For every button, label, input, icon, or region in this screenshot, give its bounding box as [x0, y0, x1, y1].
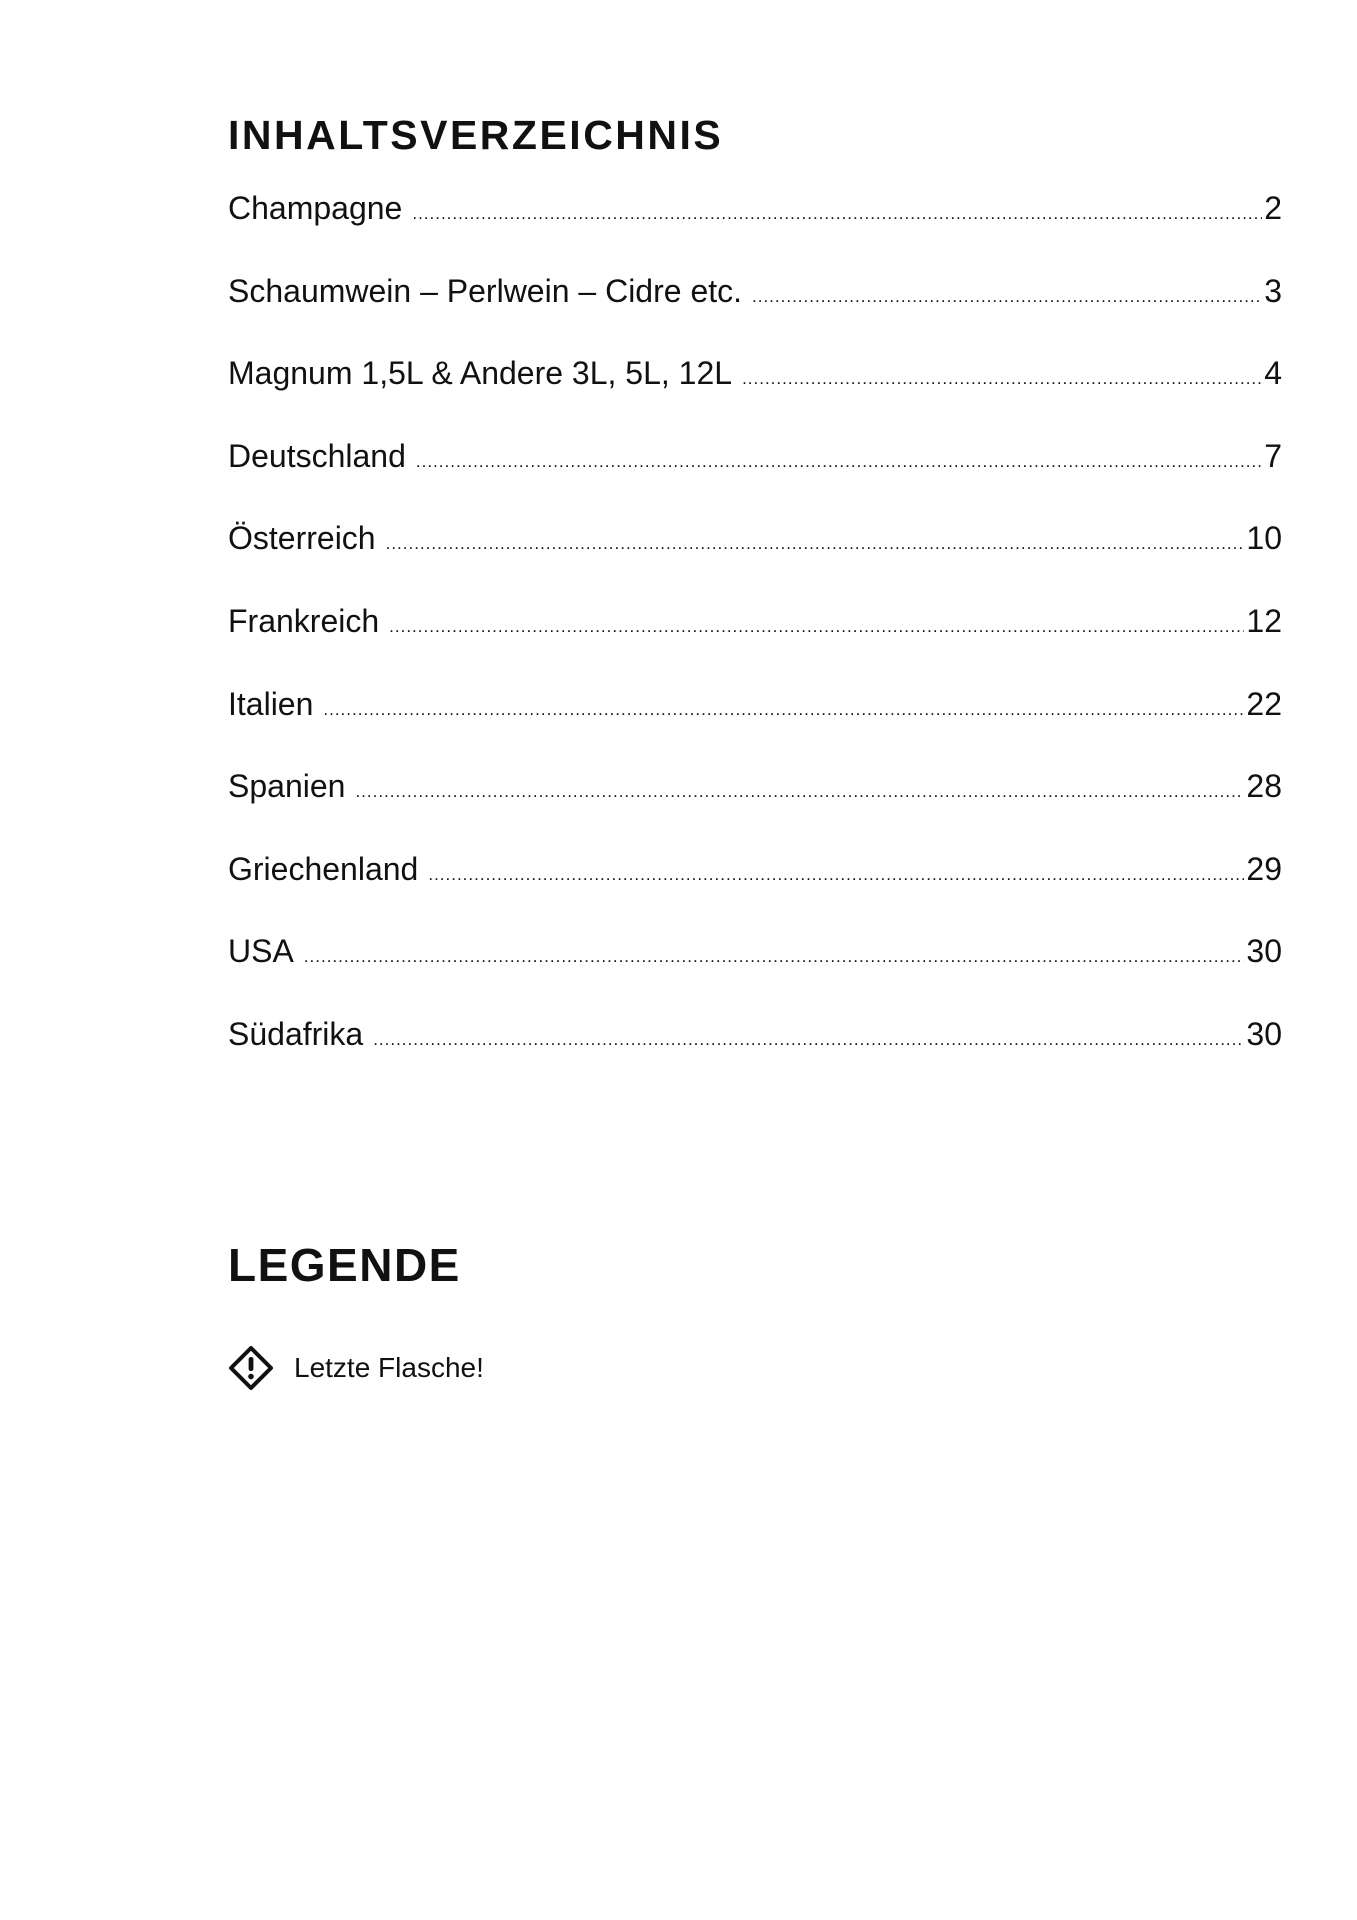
toc-entry-page: 30: [1246, 1015, 1282, 1052]
toc-dot-leader: [428, 847, 1244, 903]
toc-entry-label: Österreich: [228, 520, 376, 557]
toc-entry-label: USA: [228, 933, 294, 970]
toc-entry-italien: [228, 676, 1282, 759]
toc-dot-leader: [304, 929, 1245, 985]
toc-entry-page: 30: [1246, 933, 1282, 970]
toc-dot-leader: [412, 186, 1262, 242]
toc-entry-page: 22: [1246, 685, 1282, 722]
toc-entry-label: Italien: [228, 685, 314, 722]
toc-entry-label: Griechenland: [228, 850, 419, 887]
toc-entry-label: Spanien: [228, 768, 346, 805]
toc-dot-leader: [355, 764, 1244, 820]
toc-dot-leader: [386, 516, 1245, 572]
toc-entry-spanien: [228, 758, 1282, 841]
toc-entry-page: 29: [1246, 850, 1282, 887]
toc-dot-leader: [742, 351, 1262, 407]
toc-entry-champagne: [228, 180, 1282, 263]
toc-entry-magnum: [228, 345, 1282, 428]
toc-entry-page: 10: [1246, 520, 1282, 557]
toc-dot-leader: [752, 269, 1262, 325]
toc-entry-suedafrika: [228, 1006, 1282, 1089]
toc-entry-deutschland: [228, 428, 1282, 511]
toc-entry-griechenland: [228, 841, 1282, 924]
toc-entry-label: Champagne: [228, 190, 403, 226]
toc-entry-page: 4: [1264, 355, 1282, 392]
toc-entry-label: Frankreich: [228, 602, 380, 639]
toc-entry-oesterreich: [228, 510, 1282, 593]
toc-entry-label: Südafrika: [228, 1015, 364, 1052]
toc-dot-leader: [373, 1012, 1244, 1068]
legend-title: LEGENDE: [228, 1239, 461, 1291]
toc-entry-usa: [228, 923, 1282, 1006]
toc-title: INHALTSVERZEICHNIS: [228, 112, 724, 158]
toc-entry-page: 7: [1264, 437, 1282, 474]
toc-dot-leader: [416, 434, 1262, 490]
toc-dot-leader: [323, 682, 1244, 738]
toc-entry-label: Deutschland: [228, 437, 406, 474]
toc-entry-page: 2: [1264, 190, 1282, 226]
toc-entry-label: Magnum 1,5L & Andere 3L, 5L, 12L: [228, 355, 733, 392]
toc-entry-schaumwein: [228, 263, 1282, 346]
toc-entry-page: 12: [1246, 602, 1282, 639]
toc-list: [228, 180, 1282, 1089]
legend-item-label: Letzte Flasche!: [294, 1352, 484, 1383]
toc-dot-leader: [389, 599, 1244, 655]
toc-entry-page: 3: [1264, 272, 1282, 309]
warning-diamond-icon: [228, 1345, 274, 1391]
toc-entry-page: 28: [1246, 768, 1282, 805]
toc-entry-label: Schaumwein – Perlwein – Cidre etc.: [228, 272, 743, 309]
toc-entry-frankreich: [228, 593, 1282, 676]
legend-item-last-bottle: [228, 1345, 484, 1391]
